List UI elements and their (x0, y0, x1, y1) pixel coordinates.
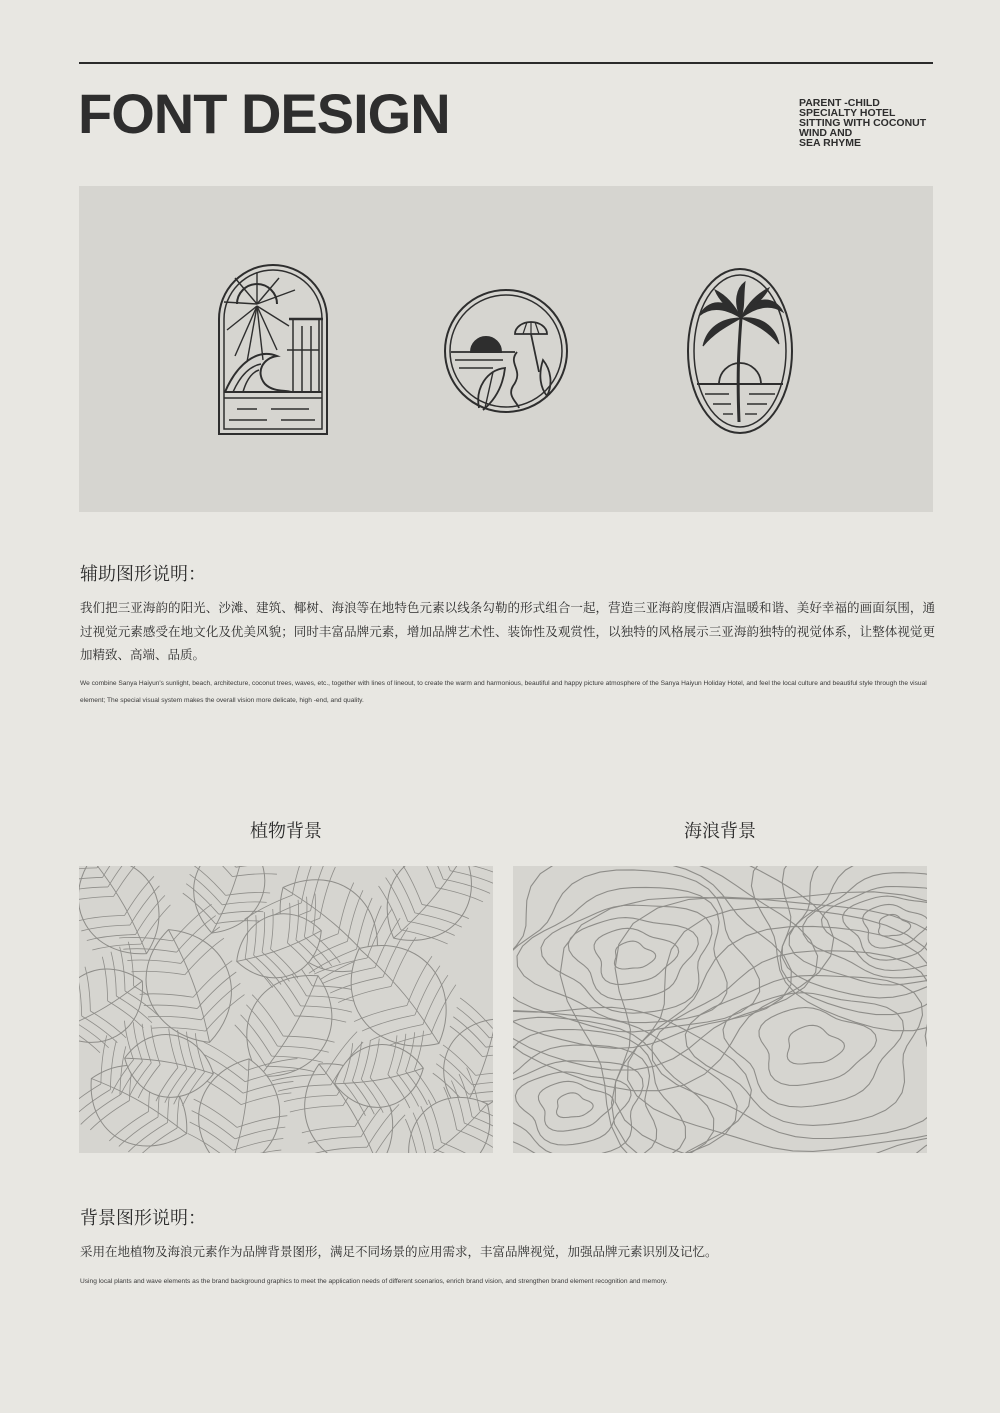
oval-palm-tree-sunset-icon (685, 266, 795, 436)
tagline-line: WIND AND (799, 127, 853, 139)
bg-section-heading: 背景图形说明： (80, 1208, 206, 1229)
contour-line (557, 1093, 594, 1118)
contour-line (513, 866, 791, 1048)
contour-line (787, 1025, 844, 1064)
leaf-line-pattern (79, 866, 493, 1153)
tagline-line: PARENT -CHILD (799, 97, 880, 109)
aux-description-en: We combine Sanya Haiyun's sunlight, beach, architecture, coconut trees, waves, etc., together with lines of lineout, to create the warm and harmonious, beautiful and happy picture atmosphere of the Sanya Haiyun Holiday Hotel, and feel the local culture and beautiful style through the visual element; The special visual system makes the overall vision more delicate, high -end, and quality. (80, 680, 927, 704)
arch-sun-wave-building-icon (217, 264, 329, 436)
top-rule (79, 62, 933, 64)
contour-line (614, 941, 655, 969)
bg-description-en: Using local plants and wave elements as the brand background graphics to meet the application needs of different scenarios, enrich brand vision, and strengthen brand element recognition and memory. (80, 1278, 668, 1285)
circle-sunset-umbrella-icon (443, 288, 569, 414)
tagline-line: SPECIALTY HOTEL (799, 107, 896, 119)
wave-background-label: 海浪背景 (684, 821, 756, 842)
tagline-line: SEA RHYME (799, 137, 862, 149)
contour-line (751, 866, 927, 1031)
logo-panel (79, 186, 933, 512)
contour-line (568, 918, 698, 1000)
contour-line (780, 866, 927, 1015)
aux-section-heading: 辅助图形说明： (80, 564, 206, 585)
contour-line (517, 887, 727, 1022)
contour-line (879, 914, 911, 936)
contour-line (538, 1081, 613, 1131)
page-title: FONT DESIGN (78, 82, 450, 145)
tagline-line: SITTING WITH COCONUT (799, 117, 927, 129)
contour-line (723, 993, 904, 1107)
aux-description-cn: 我们把三亚海韵的阳光、沙滩、建筑、椰树、海浪等在地特色元素以线条勾勒的形式组合一起，营造三亚海韵度假酒店温暖和谐、美好幸福的画面氛围，通过视觉元素感受在地文化及优美风貌；同时丰富品牌元素，增加品牌艺术性、装饰性及观赏性，以独特的风格展示三亚海韵独特的视觉体系，让整体视觉更加精致、高端、品质。 (80, 600, 935, 662)
contour-line (515, 1072, 631, 1145)
contour-line (513, 1017, 714, 1153)
contour-line (759, 1008, 877, 1086)
contour-wave-pattern (513, 866, 927, 1153)
contour-line (594, 928, 679, 984)
plant-background-label: 植物背景 (250, 821, 322, 842)
tagline (799, 98, 949, 148)
bg-description-cn: 采用在地植物及海浪元素作为品牌背景图形，满足不同场景的应用需求，丰富品牌视觉，加强品牌元素识别及记忆。 (80, 1244, 718, 1259)
